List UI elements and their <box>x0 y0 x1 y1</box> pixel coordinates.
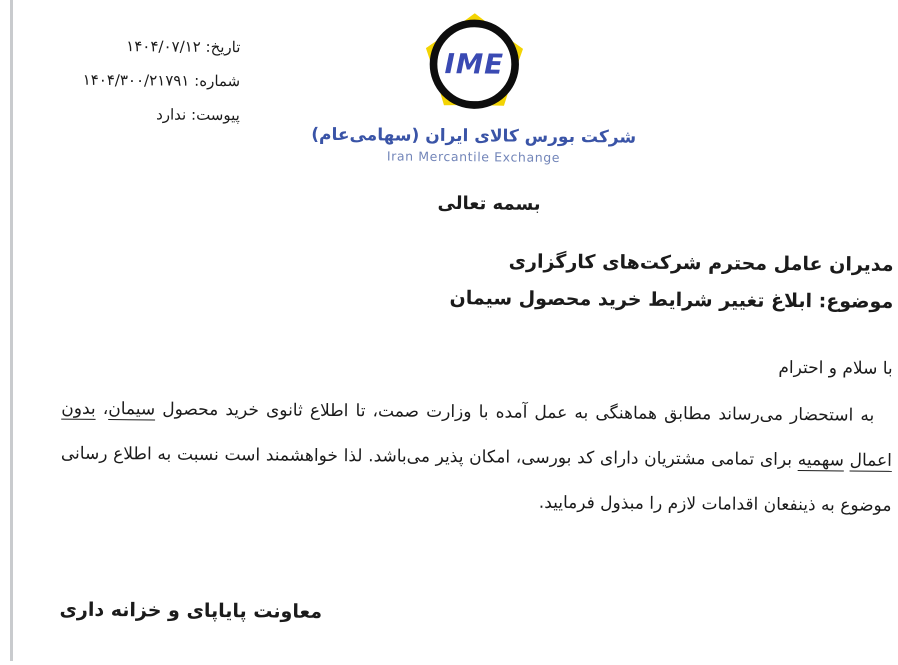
ime-logo-icon <box>423 13 526 116</box>
letter-meta-block <box>82 29 241 132</box>
company-name-en: Iran Mercantile Exchange <box>386 148 561 165</box>
salutation-line: با سلام و احترام <box>778 357 893 379</box>
meta-date-row <box>88 29 240 64</box>
attachment-label: پیوست: <box>190 105 240 125</box>
brand-block <box>303 125 643 166</box>
signature-line: معاونت پایاپای و خزانه داری <box>59 598 323 623</box>
body-segment-underlined: بدون اعمال <box>61 398 892 471</box>
body-segment: به استحضار می‌رساند مطابق هماهنگی به عمل آمده با وزارت صمت، تا اطلاع ثانوی خرید محصول <box>155 399 875 426</box>
besmele-heading: بسمه تعالی <box>437 192 541 215</box>
body-segment: ، <box>95 398 109 420</box>
attachment-value: ندارد <box>156 105 187 124</box>
body-paragraph <box>60 387 892 529</box>
ime-monogram: IME <box>444 48 505 81</box>
letter-content <box>60 240 893 529</box>
number-label: شماره: <box>194 71 241 91</box>
body-segment-underlined: سهمیه <box>797 450 844 471</box>
body-segment-underlined: سیمان <box>108 399 156 420</box>
addressee-line: مدیران عامل محترم شرکت‌های کارگزاری <box>508 250 894 276</box>
meta-attachment-row <box>88 97 240 132</box>
date-value: ۱۴۰۴/۰۷/۱۲ <box>126 37 201 56</box>
number-value: ۱۴۰۴/۳۰۰/۲۱۷۹۱ <box>82 70 190 90</box>
subject-line: موضوع: ابلاغ تغییر شرایط خرید محصول سیمان <box>449 287 894 313</box>
meta-number-row <box>82 63 241 98</box>
date-label: تاریخ: <box>205 37 241 57</box>
body-segment: برای تمامی مشتریان دارای کد بورسی، امکان پذیر می‌باشد. لذا خواهشمند است نسبت به اطلاع رسانی موضوع به ذینفعان اقدامات لازم را مبذول فرمایید. <box>60 443 892 516</box>
company-name-fa: شرکت بورس کالای ایران (سهامی‌عام) <box>311 124 637 148</box>
